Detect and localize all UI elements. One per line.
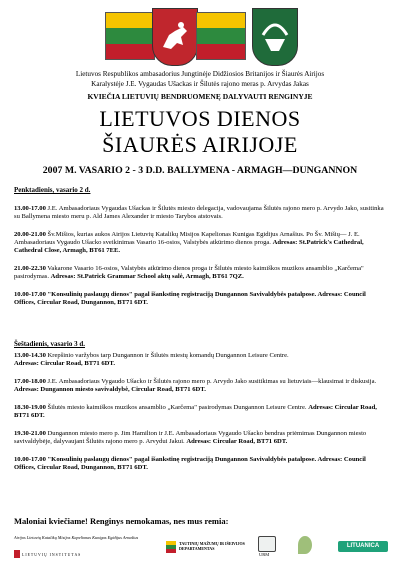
- sponsor-logos: [0, 530, 400, 566]
- day-section-2: [14, 340, 386, 472]
- event-time: 10.00-17.00: [14, 456, 46, 463]
- event-time: 21.00-22.30: [14, 265, 46, 272]
- event-item: [14, 430, 386, 446]
- event-text: Krepšinio varžybos tarp Dungannon ir Šilutės miestų komandų Dungannon Leisure Centre.: [45, 352, 289, 359]
- event-time: 20.00-21.00: [14, 231, 46, 238]
- event-time: 10.00-17.00: [14, 291, 46, 298]
- event-text: Dungannon miesto mero p. Jim Hamilton ir J.E. Ambasadoriaus Vygaudo Ušacko bendras priėmimas Dungannon miesto savivaldybėje, dalyvaujant Šilutės rajono mero p. Arvydui Jakui.: [14, 430, 367, 445]
- day-label: Šeštadienis, vasario 3 d.: [14, 340, 85, 348]
- title-line-2: ŠIAURĖS AIRIJOJE: [102, 132, 298, 157]
- leaf-logo-icon: [298, 536, 312, 554]
- event-time: 13.00-14.30: [14, 352, 46, 359]
- event-text: Šv.Mišios, kurias aukos Airijos Lietuvių Katalikų Misijos Kapelionas Kunigas Egidijus Arnašius. Po Šv. Mišių— J. E. Ambasadoriaus Vygaudo Ušacko sveikinimas Vasario 16-osios, Valstybės atkūrimo dienos proga.: [14, 231, 360, 246]
- lietuviu-institutas-logo-icon: [14, 550, 20, 558]
- event-address: Adresas: Council Offices, Circular Road, Dungannon, BT71 6DT.: [14, 291, 366, 306]
- event-text: J.E. Ambasadoriaus Vygaudas Ušackas ir Šilutės miesto delegacija, vadovaujama Šilutės rajono mero p. Arvydo Jako, susitinka su Ballymena miesto meru p. Ald James Alexander ir miesto Tarybos atstovais.: [14, 205, 384, 220]
- header-line-1: Lietuvos Respublikos ambasadorius Jungtinėje Didžiosios Britanijos ir Šiaurės Airijos: [75, 70, 325, 78]
- event-item: [14, 456, 386, 472]
- event-time: 13.00-17.00: [14, 205, 46, 212]
- event-item: [14, 205, 386, 221]
- event-address: Adresas: Circular Road, BT71 6DT.: [14, 404, 377, 419]
- event-address: Adresas: Circular Road, BT71 6DT.: [186, 438, 288, 445]
- vytis-coat-of-arms-icon: [152, 8, 198, 66]
- event-time: 19.30-21.00: [14, 430, 46, 437]
- departamentas-logo: TAUTINIŲ MAŽUMŲ IR IŠEIVIJOS DEPARTAMENTAS: [179, 541, 245, 551]
- event-address: Adresas: St.Patrick's Cathedral, Cathedral Close, Armagh, BT61 7EE.: [14, 239, 364, 254]
- event-item: [14, 404, 386, 420]
- urm-logo: URM: [259, 552, 270, 557]
- event-text: J.E. Ambasadoriaus Vygaudo Ušacko ir Šilutės rajono mero p. Arvydo Jako susitikimas su lietuviais—klausimai ir diskusija.: [45, 378, 377, 385]
- event-dates: 2007 M. VASARIO 2 - 3 D.D. BALLYMENA - ARMAGH—DUNGANNON: [42, 165, 358, 176]
- lithuanian-flag-right-icon: [196, 12, 246, 60]
- sponsor-text: Maloniai kviečiame! Renginys nemokamas, nes mus remia:: [14, 516, 229, 526]
- departamentas-logo-icon: [166, 541, 176, 553]
- header-line-2: Karalystėje J.E. Vygaudas Ušackas ir Šilutės rajono meras p. Arvydas Jakas: [91, 80, 309, 88]
- lithuanian-flag-left-icon: [105, 12, 155, 60]
- day-section-1: [14, 186, 386, 307]
- lietuviu-institutas-logo: LIETUVIŲ INSTITUTAS: [22, 553, 82, 557]
- event-address: Adresas: Circular Road, BT71 6DT.: [14, 360, 115, 367]
- event-time: 17.00-18.00: [14, 378, 46, 385]
- event-item: [14, 231, 386, 255]
- title-line-1: LIETUVOS DIENOS: [99, 106, 301, 131]
- event-address: Adresas: Council Offices, Circular Road, Dungannon, BT71 6DT.: [14, 456, 366, 471]
- event-item: [14, 378, 386, 394]
- silute-coat-of-arms-icon: [252, 8, 298, 66]
- event-item: [14, 265, 386, 281]
- event-text: "Konsulinių paslaugų dienos" pagal išankstinę registraciją Dungannon Savivaldybės patalpose.: [45, 291, 318, 298]
- event-item: [14, 291, 386, 307]
- misija-logo: Airijos Lietuvių Katalikų Misijos Kapelionas Kunigas Egidijus Arnašius: [14, 535, 139, 540]
- event-address: Adresas: St.Patrick Grammar School aktų salė, Armagh, BT61 7QZ.: [50, 273, 244, 280]
- lituanica-logo: [338, 541, 388, 552]
- event-text: "Konsulinių paslaugų dienos" pagal išankstinę registraciją Dungannon Savivaldybės patalpose.: [45, 456, 318, 463]
- event-item: [14, 352, 386, 368]
- event-text: Šilutės miesto kaimiškos muzikos ansamblio „Karčema" pasirodymas Dungannon Leisure Centre.: [45, 404, 309, 411]
- flags-banner: [0, 8, 400, 66]
- event-time: 18.30-19.00: [14, 404, 46, 411]
- invite-heading: KVIEČIA LIETUVIŲ BENDRUOMENĘ DALYVAUTI RENGINYJE: [87, 92, 313, 101]
- lituanica-logo-text: LITUANICA: [346, 543, 380, 549]
- urm-logo-icon: [258, 536, 276, 552]
- day-label: Penktadienis, vasario 2 d.: [14, 186, 91, 194]
- event-text: Vakarone Vasario 16-osios, Valstybės atkūrimo dienos proga ir Šilutės miesto kaimiškos muzikos ansamblio „Karčema" pasirodymas.: [14, 265, 364, 280]
- event-address: Adresas: Dungannon miesto savivaldybė, Circular Road, BT71 6DT.: [14, 386, 206, 393]
